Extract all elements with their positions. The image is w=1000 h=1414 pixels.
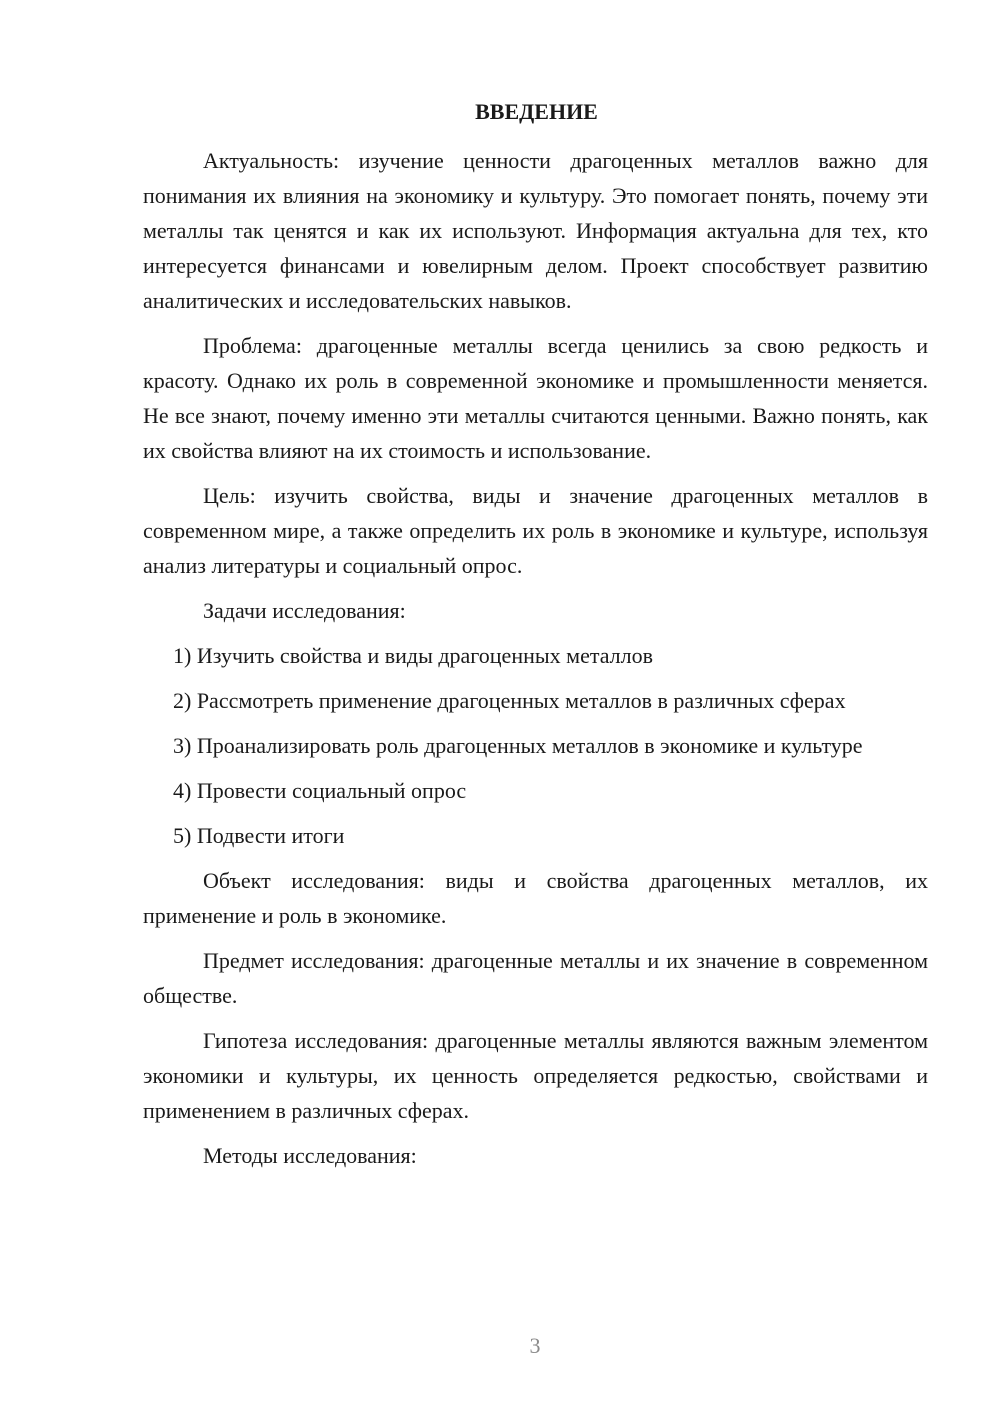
document-page [143,94,928,1183]
task-item: 3) Проанализировать роль драгоценных металлов в экономике и культуре [173,733,863,758]
task-item: 5) Подвести итоги [173,823,345,848]
goal-paragraph: Цель: изучить свойства, виды и значение драгоценных металлов в современном мире, а также определить их роль в экономике и культуре, используя анализ литературы и социальный опрос. [143,483,928,578]
page-number: 3 [529,1333,541,1358]
hypothesis-paragraph: Гипотеза исследования: драгоценные металлы являются важным элементом экономики и культуры, их ценность определяется редкостью, свойствами и применением в различных сферах. [143,1028,928,1123]
page-title: ВВЕДЕНИЕ [475,99,598,124]
problem-paragraph: Проблема: драгоценные металлы всегда ценились за свою редкость и красоту. Однако их роль в современной экономике и промышленности меняется. Не все знают, почему именно эти металлы считаются ценными. Важно понять, как их свойства влияют на их стоимость и использование. [143,333,928,463]
tasks-heading: Задачи исследования: [203,598,406,623]
task-item: 4) Провести социальный опрос [173,778,467,803]
methods-heading: Методы исследования: [203,1143,417,1168]
subject-paragraph: Предмет исследования: драгоценные металлы и их значение в современном обществе. [143,948,928,1008]
task-item: 2) Рассмотреть применение драгоценных металлов в различных сферах [173,688,846,713]
relevance-paragraph: Актуальность: изучение ценности драгоценных металлов важно для понимания их влияния на экономику и культуру. Это помогает понять, почему эти металлы так ценятся и как их используют. Информация актуальна для тех, кто интересуется финансами и ювелирным делом. Проект способствует развитию аналитических и исследовательских навыков. [143,148,928,313]
object-paragraph: Объект исследования: виды и свойства драгоценных металлов, их применение и роль в экономике. [143,868,928,928]
task-item: 1) Изучить свойства и виды драгоценных металлов [173,643,654,668]
